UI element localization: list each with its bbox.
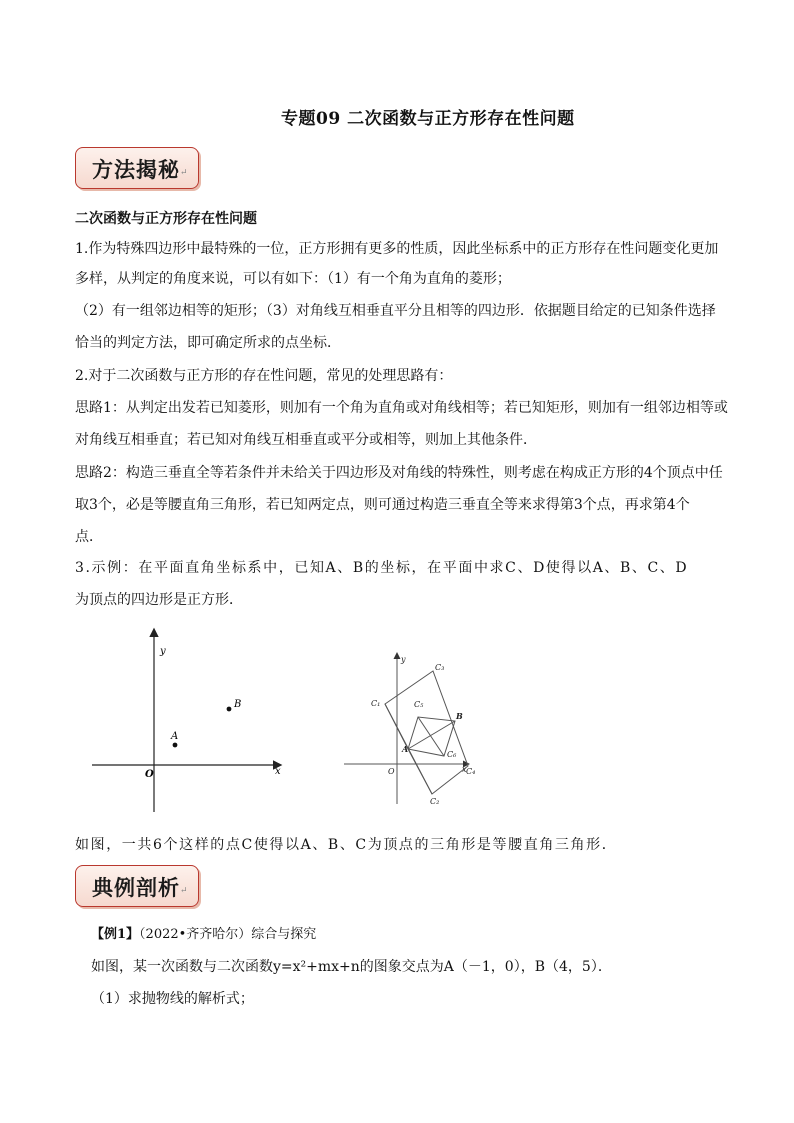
point-a-label: A (402, 744, 409, 754)
y-axis-label: y (401, 655, 406, 664)
paragraph-line: 3.示例：在平面直角坐标系中，已知A、B的坐标，在平面中求C、D使得以A、B、C、D (75, 560, 689, 576)
paragraph-line: 取3个，必是等腰直角三角形，若已知两定点，则可通过构造三垂直全等来求得第3个点，再求第4个 (75, 497, 690, 513)
point-c5-label: C₅ (414, 700, 424, 709)
method-badge-label: 方法揭秘 (92, 157, 180, 182)
example-label: 【例1】 (91, 927, 140, 942)
example-line: 如图，某一次函数与二次函数y=x²+mx+n的图象交点为A（－1，0），B（4，5）． (91, 959, 612, 975)
point-c4-label: C₄ (466, 767, 476, 776)
x-axis-label: x (275, 766, 281, 777)
paragraph-line: 1.作为特殊四边形中最特殊的一位，正方形拥有更多的性质，因此坐标系中的正方形存在性问题变化更加 (75, 241, 719, 257)
paragraph-line: （2）有一组邻边相等的矩形；（3）对角线互相垂直平分且相等的四边形．依据题目给定的已知条件选择 (75, 303, 716, 319)
point-c2-label: C₂ (430, 797, 440, 806)
return-mark: ↵ (180, 168, 188, 178)
section-heading: 二次函数与正方形存在性问题 (75, 211, 257, 227)
paragraph-line: 多样，从判定的角度来说，可以有如下：（1）有一个角为直角的菱形； (75, 271, 511, 287)
paragraph-line: 思路2：构造三垂直全等若条件并未给关于四边形及对角线的特殊性，则考虑在构成正方形的4个顶点中任 (75, 465, 723, 481)
figure-caption: 如图，一共6个这样的点C使得以A、B、C为顶点的三角形是等腰直角三角形． (75, 837, 618, 853)
point-c3-label: C₃ (435, 663, 445, 672)
y-axis-label: y (160, 646, 166, 657)
example-source: （2022•齐齐哈尔）综合与探究 (139, 927, 317, 942)
paragraph-line: 为顶点的四边形是正方形． (75, 592, 243, 608)
point-c1-label: C₁ (371, 699, 381, 708)
point-b-label: B (456, 711, 463, 721)
paragraph-line: 思路1：从判定出发若已知菱形，则加有一个角为直角或对角线相等；若已知矩形，则加有一组邻边相等或 (75, 400, 728, 416)
point-a-label: A (171, 731, 179, 742)
page-title: 专题09 二次函数与正方形存在性问题 (281, 109, 575, 129)
example-line: （1）求抛物线的解析式； (91, 991, 254, 1007)
point-b (227, 707, 232, 712)
paragraph-line: 点． (75, 529, 103, 545)
origin-label: O (145, 769, 154, 780)
paragraph-line: 恰当的判定方法，即可确定所求的点坐标． (75, 335, 341, 351)
segment-ac2 (408, 749, 432, 794)
examples-badge-label: 典例剖析 (92, 875, 180, 900)
x-axis-label: x (462, 765, 467, 774)
examples-badge (75, 865, 199, 907)
figure-square-constructions (338, 644, 476, 810)
paragraph-line: 2.对于二次函数与正方形的存在性问题，常见的处理思路有： (75, 368, 453, 384)
point-b-label: B (234, 699, 242, 710)
return-mark: ↵ (180, 886, 188, 896)
segment-c5c6 (418, 717, 444, 756)
figure-axes-points (88, 622, 288, 818)
origin-label: O (388, 767, 395, 776)
example-heading (91, 926, 316, 944)
point-c6-label: C₆ (447, 750, 457, 759)
method-badge (75, 147, 199, 189)
paragraph-line: 对角线互相垂直；若已知对角线互相垂直或平分或相等，则加上其他条件． (75, 432, 537, 448)
point-a (173, 743, 178, 748)
